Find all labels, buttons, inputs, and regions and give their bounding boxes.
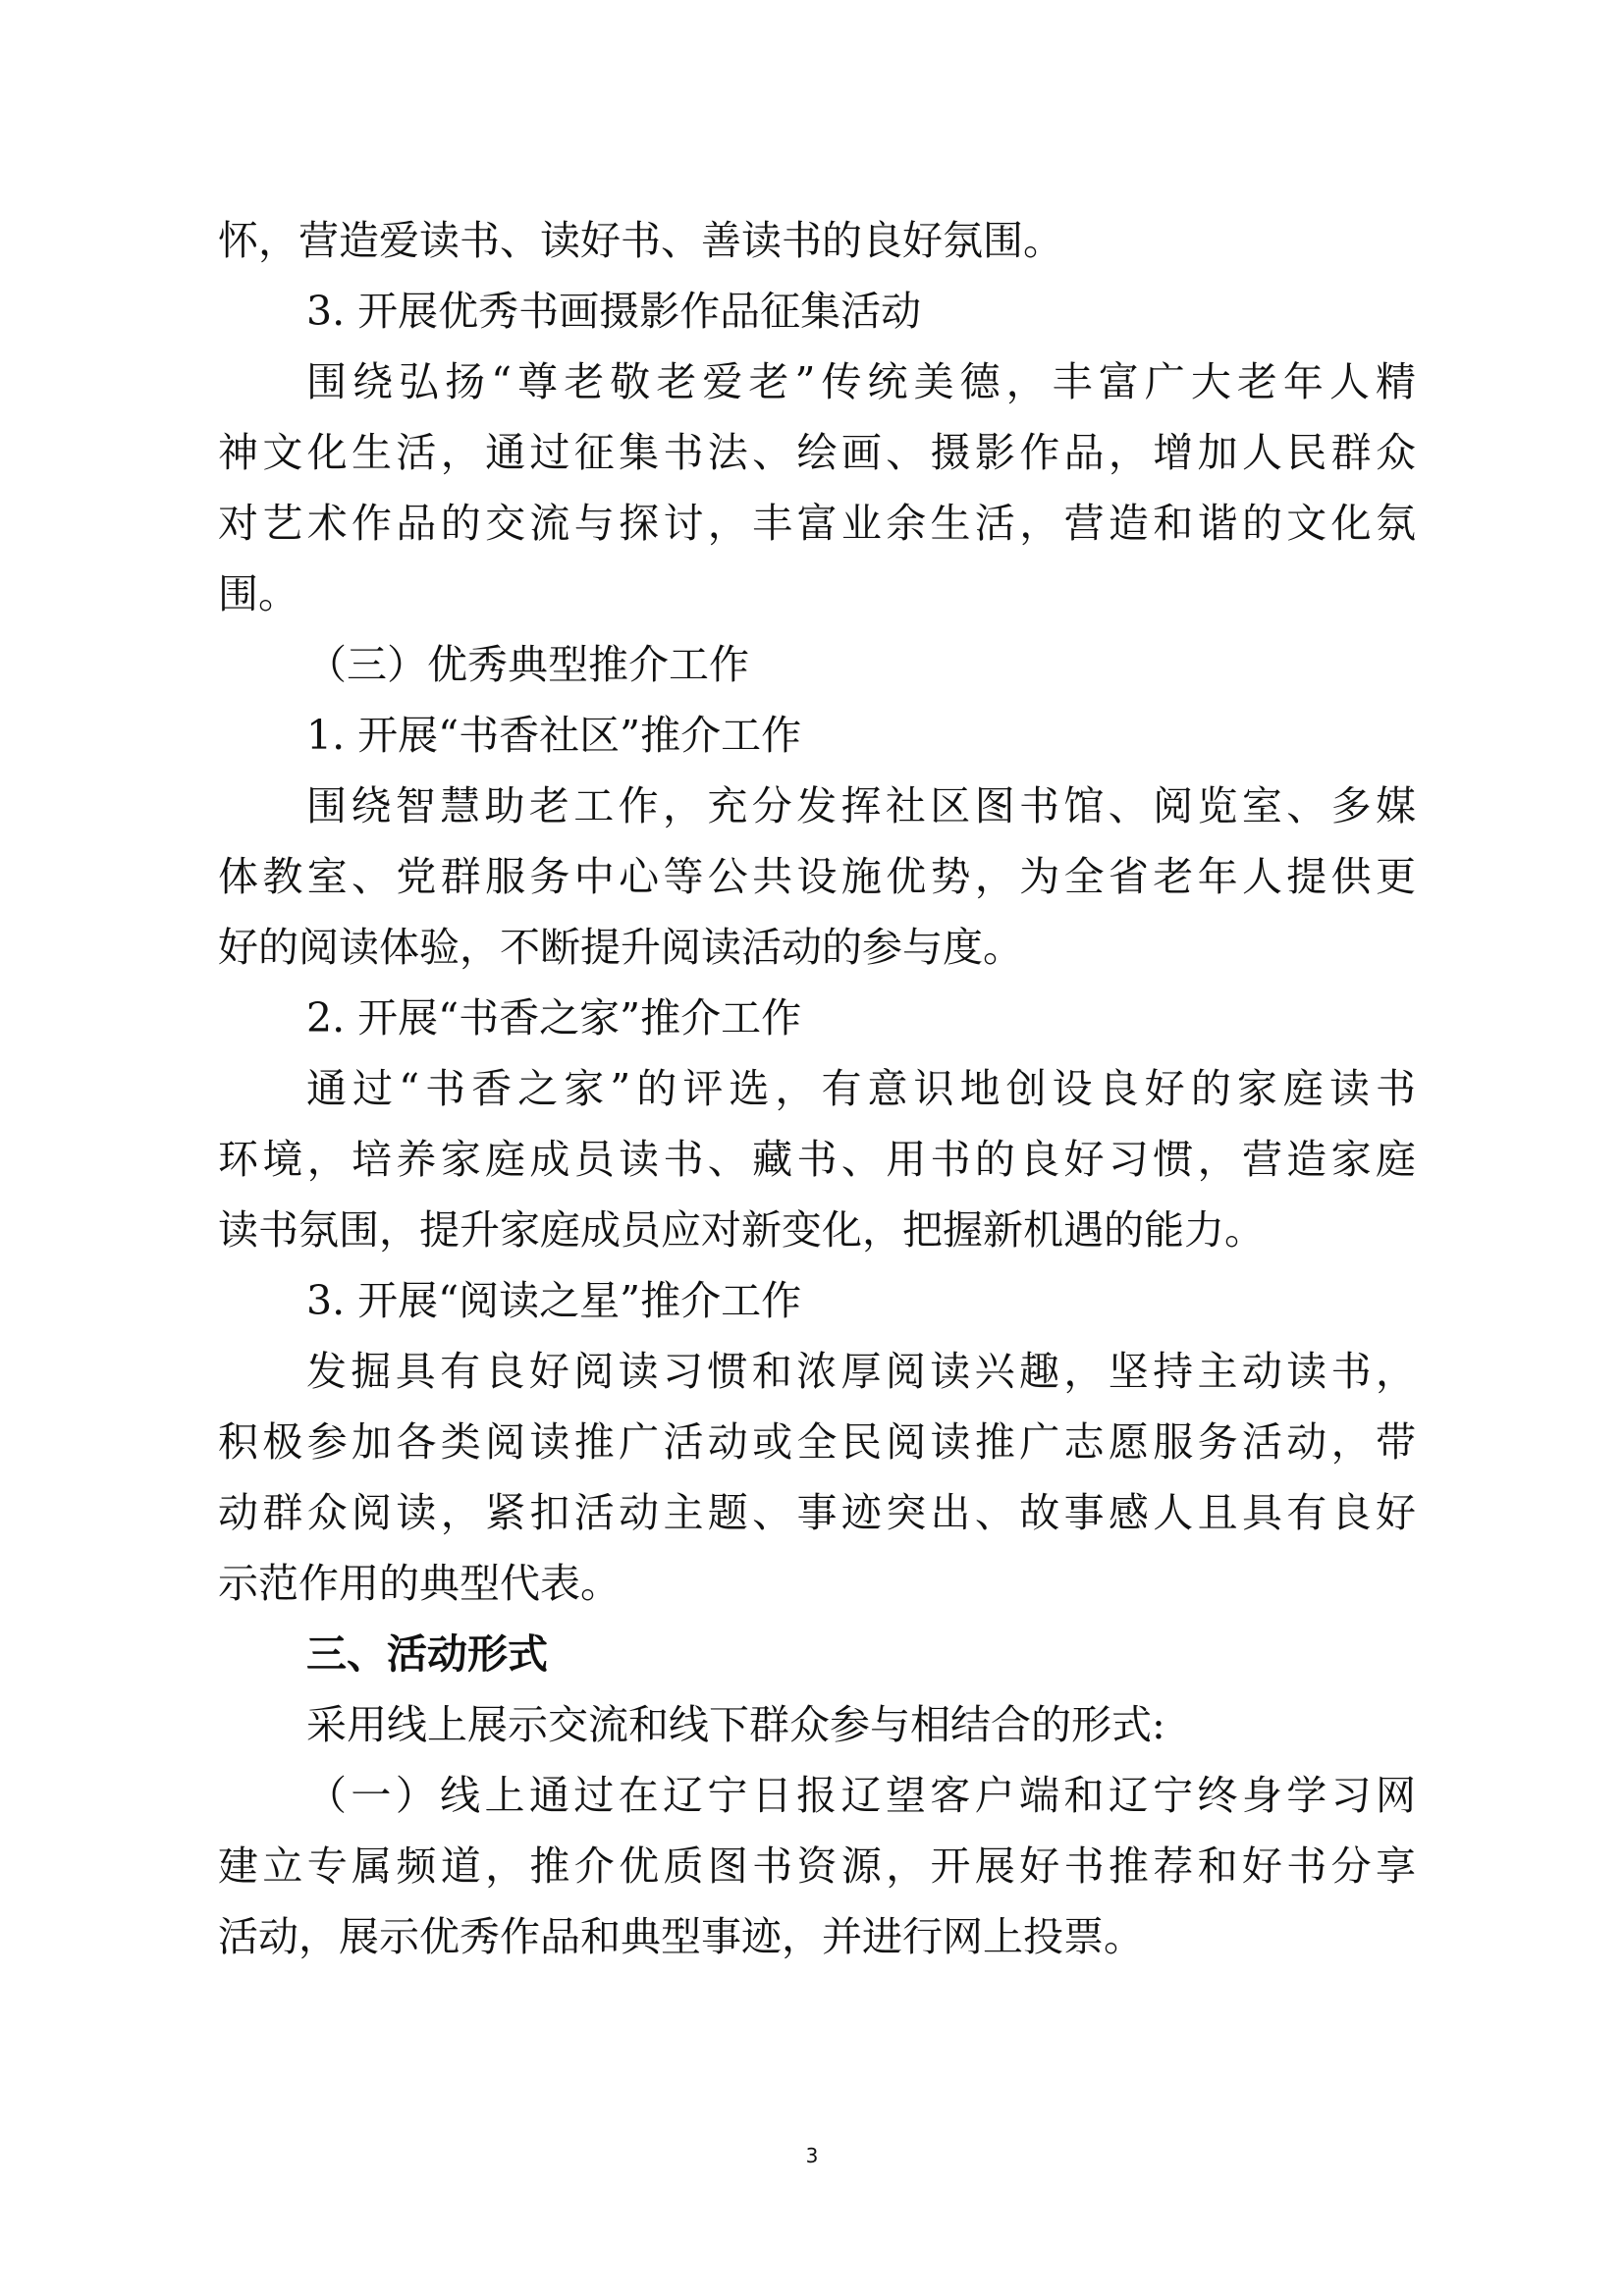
paragraph-line: 建立专属频道，推介优质图书资源，开展好书推荐和好书分享 xyxy=(218,1842,1416,1890)
item-heading: 3. 开展“阅读之星”推介工作 xyxy=(306,1277,802,1324)
paragraph-line: 围绕智慧助老工作，充分发挥社区图书馆、阅览室、多媒 xyxy=(306,782,1416,829)
paragraph-line: 环境，培养家庭成员读书、藏书、用书的良好习惯，营造家庭 xyxy=(218,1136,1416,1183)
section-subheading: （三）优秀典型推介工作 xyxy=(306,641,749,688)
paragraph-line: 体教室、党群服务中心等公共设施优势，为全省老年人提供更 xyxy=(218,853,1416,900)
paragraph-line: 神文化生活，通过征集书法、绘画、摄影作品，增加人民群众 xyxy=(218,429,1416,476)
paragraph-line: 示范作用的典型代表。 xyxy=(218,1560,621,1607)
page-number: 3 xyxy=(805,2144,819,2167)
paragraph-line: 发掘具有良好阅读习惯和浓厚阅读兴趣，坚持主动读书， xyxy=(306,1348,1416,1395)
paragraph-line: 围。 xyxy=(218,570,298,617)
item-heading: 2. 开展“书香之家”推介工作 xyxy=(306,994,802,1041)
paragraph-line: （一）线上通过在辽宁日报辽望客户端和辽宁终身学习网 xyxy=(306,1772,1416,1819)
paragraph-line: 采用线上展示交流和线下群众参与相结合的形式: xyxy=(306,1701,1165,1748)
paragraph-line: 对艺术作品的交流与探讨，丰富业余生活，营造和谐的文化氛 xyxy=(218,500,1416,547)
paragraph-line: 动群众阅读，紧扣活动主题、事迹突出、故事感人且具有良好 xyxy=(218,1489,1416,1536)
paragraph-line: 读书氛围，提升家庭成员应对新变化，把握新机遇的能力。 xyxy=(218,1206,1265,1254)
paragraph-line: 好的阅读体验，不断提升阅读活动的参与度。 xyxy=(218,924,1023,971)
item-heading: 1. 开展“书香社区”推介工作 xyxy=(306,712,802,759)
paragraph-line: 活动，展示优秀作品和典型事迹，并进行网上投票。 xyxy=(218,1913,1144,1960)
paragraph-line: 通过“书香之家”的评选，有意识地创设良好的家庭读书 xyxy=(306,1065,1416,1112)
paragraph-line: 围绕弘扬“尊老敬老爱老”传统美德，丰富广大老年人精 xyxy=(306,358,1416,405)
item-heading: 3. 开展优秀书画摄影作品征集活动 xyxy=(306,288,922,335)
paragraph-line: 积极参加各类阅读推广活动或全民阅读推广志愿服务活动，带 xyxy=(218,1418,1416,1466)
section-heading: 三、活动形式 xyxy=(306,1630,548,1678)
paragraph-line: 怀，营造爱读书、读好书、善读书的良好氛围。 xyxy=(218,217,1063,264)
